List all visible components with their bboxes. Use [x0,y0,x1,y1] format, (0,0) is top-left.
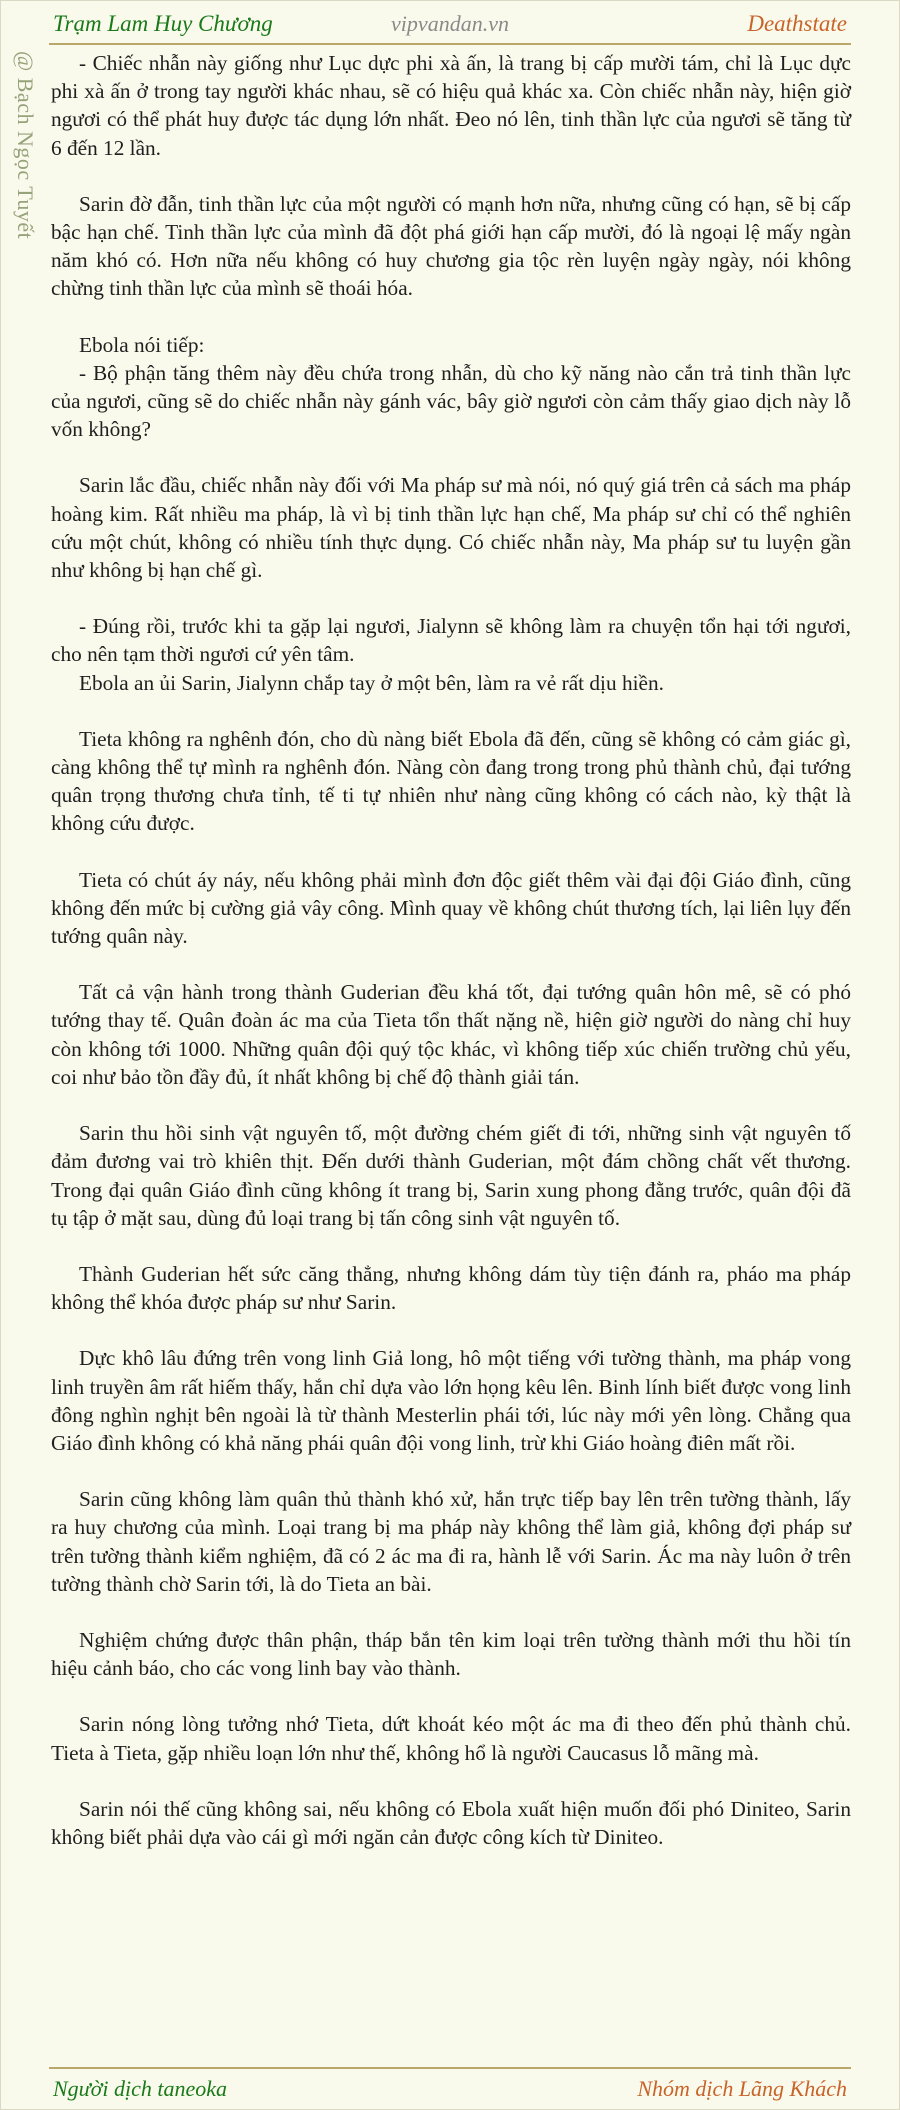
paragraph: Sarin nóng lòng tưởng nhớ Tieta, dứt khoát kéo một ác ma đi theo đến phủ thành chủ. Tieta à Tieta, gặp nhiều loạn lớn như thế, không hổ là người Caucasus lỗ mãng mà. [51,1712,851,1765]
header-site-name: Trạm Lam Huy Chương [53,11,273,36]
page-footer [53,2072,847,2106]
paragraph: Sarin cũng không làm quân thủ thành khó xử, hắn trực tiếp bay lên trên tường thành, lấy ra huy chương của mình. Loại trang bị ma pháp này không thể làm giả, không đợi pháp sư trên tường thành kiểm nghiệm, đã có 2 ác ma đi ra, hành lễ với Sarin. Ác ma này luôn ở trên tường thành chờ Sarin tới, là do Tieta an bài. [51,1487,851,1596]
header-url: vipvandan.vn [391,11,509,36]
paragraph: Nghiệm chứng được thân phận, tháp bắn tên kim loại trên tường thành mới thu hồi tín hiệu cảnh báo, cho các vong linh bay vào thành. [51,1627,851,1681]
footer-translator: Người dịch taneoka [53,2076,228,2101]
watermark: @ Bạch Ngọc Tuyết [13,51,38,240]
paragraph: Thành Guderian hết sức căng thẳng, nhưng không dám tùy tiện đánh ra, pháo ma pháp không thể khóa được pháp sư như Sarin. [51,1261,851,1315]
paragraph: Sarin đờ đẫn, tinh thần lực của một người có mạnh hơn nữa, nhưng cũng có hạn, sẽ bị cấp bậc hạn chế. Tinh thần lực của mình đã đột phá giới hạn cấp mười, đó là ngoại lệ mấy ngàn năm khó có. Hơn nữa nếu không có huy chương gia tộc rèn luyện ngày ngày, nói không chừng tinh thần lực của mình sẽ thoái hóa. [51,191,851,301]
chapter-text [51,49,851,1851]
page-header [53,7,847,41]
paragraph: Ebola nói tiếp: [79,332,205,357]
header-divider [49,43,851,45]
paragraph: Sarin nói thế cũng không sai, nếu không có Ebola xuất hiện muốn đối phó Diniteo, Sarin không biết phải dựa vào cái gì mới ngăn cản được công kích từ Diniteo. [51,1796,851,1849]
paragraph: Tieta không ra nghênh đón, cho dù nàng biết Ebola đã đến, cũng sẽ không có cảm giác gì, càng không thể tự mình ra nghênh đón. Nàng còn đang trong trong phủ thành chủ, đại tướng quân trọng thương chưa tỉnh, tế ti tự nhiên như nàng cũng không có cách nào, kỳ thật là không cứu được. [51,726,851,836]
footer-divider [49,2067,851,2069]
header-author: Deathstate [747,11,847,36]
paragraph: - Bộ phận tăng thêm này đều chứa trong nhẫn, dù cho kỹ năng nào cắn trả tinh thần lực của ngươi, cũng sẽ do chiếc nhẫn này gánh vác, bây giờ ngươi còn cảm thấy giao dịch này lỗ vốn không? [51,360,851,442]
paragraph: Dực khô lâu đứng trên vong linh Giả long, hô một tiếng với tường thành, ma pháp vong linh truyền âm rất hiếm thấy, hắn chỉ dựa vào lớn họng kêu lên. Binh lính biết được vong linh đông nghìn nghịt bên ngoài là từ thành Mesterlin phái tới, lúc này mới yên lòng. Chẳng qua Giáo đình không có khả năng phái quân đội vong linh, trừ khi Giáo hoàng điên mất rồi. [51,1346,851,1455]
paragraph: - Đúng rồi, trước khi ta gặp lại ngươi, Jialynn sẽ không làm ra chuyện tổn hại tới ngươi, cho nên tạm thời ngươi cứ yên tâm. [51,614,851,667]
footer-group: Nhóm dịch Lãng Khách [637,2076,847,2101]
paragraph: Sarin thu hồi sinh vật nguyên tố, một đường chém giết đi tới, những sinh vật nguyên tố đảm đương vai trò khiên thịt. Đến dưới thành Guderian, một đám chồng chất vết thương. Trong đại quân Giáo đình cũng không ít trang bị, Sarin xung phong đằng trước, quân đội đã tụ tập ở mặt sau, dùng đủ loại trang bị tấn công sinh vật nguyên tố. [51,1121,851,1230]
paragraph: Sarin lắc đầu, chiếc nhẫn này đối với Ma pháp sư mà nói, nó quý giá trên cả sách ma pháp hoàng kim. Rất nhiều ma pháp, là vì bị tinh thần lực hạn chế, Ma pháp sư chỉ có thể nghiên cứu một chút, không có nhiều tính thực dụng. Có chiếc nhẫn này, Ma pháp sư tu luyện gần như không bị hạn chế gì. [51,473,851,583]
paragraph: - Chiếc nhẫn này giống như Lục dực phi xà ấn, là trang bị cấp mười tám, chỉ là Lục dực phi xà ấn ở trong tay người khác nhau, sẽ có hiệu quả khác xa. Còn chiếc nhẫn này, hiện giờ ngươi có thể phát huy được tác dụng lớn nhất. Đeo nó lên, tinh thần lực của ngươi sẽ tăng từ 6 đến 12 lần. [51,51,851,160]
paragraph: Tất cả vận hành trong thành Guderian đều khá tốt, đại tướng quân hôn mê, sẽ có phó tướng thay tế. Quân đoàn ác ma của Tieta tổn thất nặng nề, hiện giờ người do nàng chỉ huy còn không tới 1000. Những quân đội quý tộc khác, vì không tiếp xúc chiến trường chủ yếu, coi như bảo tồn đầy đủ, ít nhất không bị chế độ thành giải tán. [51,980,851,1089]
paragraph: Tieta có chút áy náy, nếu không phải mình đơn độc giết thêm vài đại đội Giáo đình, cũng không đến mức bị cường giả vây công. Mình quay về không chút thương tích, lại liên lụy đến tướng quân này. [51,867,851,949]
paragraph: Ebola an ủi Sarin, Jialynn chắp tay ở một bên, làm ra vẻ rất dịu hiền. [79,670,664,695]
